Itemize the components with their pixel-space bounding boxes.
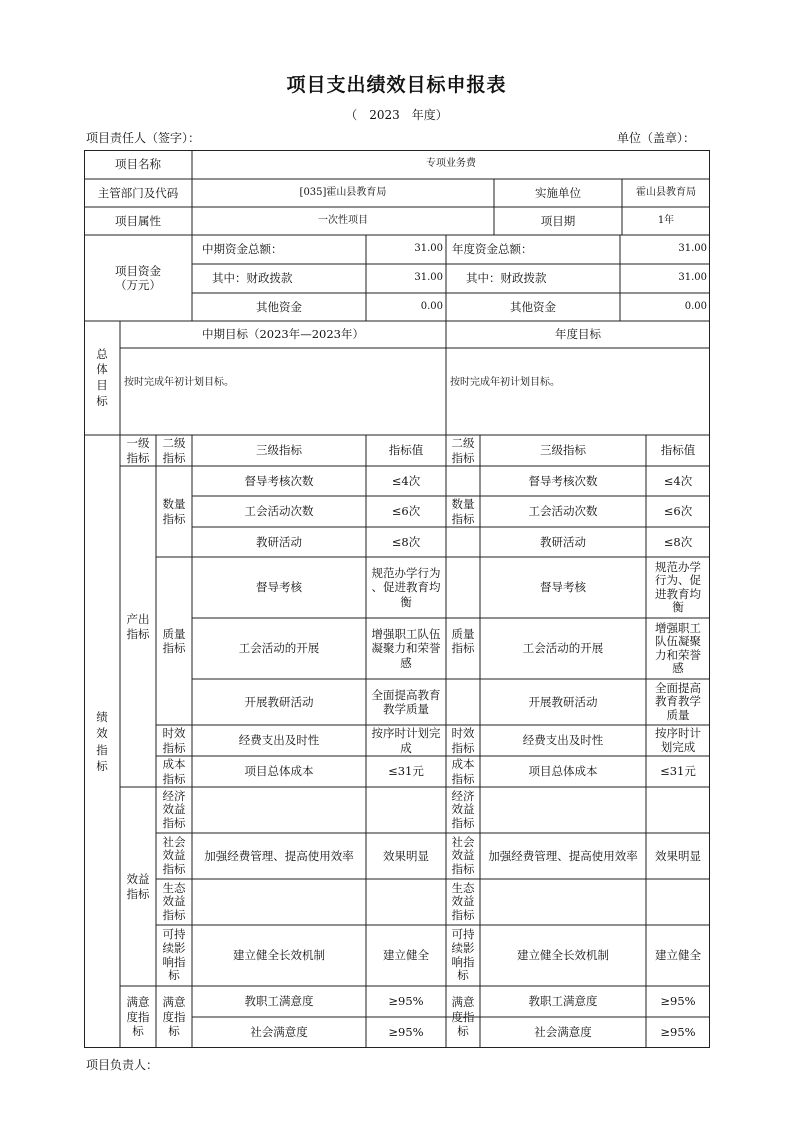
level3-header-right: 三级指标: [540, 443, 586, 458]
output-indicators-label: 产出 指标: [126, 612, 150, 641]
indicator-right: 开展教研活动: [528, 694, 598, 709]
level2-header-left: 二级 指标: [162, 436, 186, 465]
indicator-value-left: 增强职工队伍 凝聚力和荣誉 感: [371, 626, 441, 670]
project-name-label: 项目名称: [115, 157, 161, 172]
mid-goal-header: 中期目标（2023年—2023年）: [201, 327, 365, 342]
year-goal-text: 按时完成年初计划目标。: [450, 376, 560, 388]
indicator-left: 教职工满意度: [244, 994, 314, 1009]
project-period-value: 1年: [657, 214, 675, 226]
mid-other-label: 其他资金: [256, 299, 302, 314]
mid-fiscal-label: 其中：财政拨款: [212, 271, 293, 286]
indicator-value-right: 按序时计 划完成: [655, 726, 701, 754]
year-other-value: 0.00: [684, 300, 707, 312]
satisfaction-group-right: 满意 度指 标: [451, 995, 475, 1039]
indicator-right: 教职工满意度: [528, 994, 598, 1009]
responsible-signature-label: 项目责任人（签字）：: [86, 131, 201, 145]
sustainable-group-right: 可持 续影 响指 标: [451, 926, 475, 983]
indicator-value-right: ≤31元: [660, 764, 696, 779]
dept-value: [035]霍山县教育局: [299, 186, 387, 198]
year-total-value: 31.00: [678, 243, 707, 255]
performance-table: [84, 150, 710, 1048]
indicator-left: 经费支出及时性: [238, 733, 320, 748]
cost-group-left: 成本 指标: [162, 757, 186, 786]
indicator-value-right: 规范办学 行为、促 进教育均 衡: [655, 560, 701, 614]
indicator-left: 教研活动: [256, 534, 302, 549]
indicator-left: 开展教研活动: [244, 694, 314, 709]
indicator-right: 工会活动的开展: [522, 641, 604, 656]
indicator-value-left: ≤31元: [388, 764, 424, 779]
cost-group-right: 成本 指标: [451, 757, 475, 786]
quantity-group-left: 数量 指标: [162, 497, 186, 526]
indicator-left: 督导考核次数: [244, 473, 314, 488]
year-fiscal-label: 其中：财政拨款: [466, 271, 547, 286]
indicator-left: 项目总体成本: [244, 764, 314, 779]
indicator-value-right: 增强职工 队伍凝聚 力和荣誉 感: [655, 621, 701, 675]
indicator-value-right: ≥95%: [660, 1025, 696, 1040]
indicator-left: 工会活动的开展: [238, 641, 320, 656]
indicator-value-right: ≤6次: [663, 504, 693, 519]
economic-group-left: 经济 效益 指标: [162, 789, 186, 830]
project-attr-label: 项目属性: [115, 213, 161, 228]
indicator-right: 项目总体成本: [528, 764, 598, 779]
value-header-right: 指标值: [660, 443, 696, 458]
indicator-value-left: ≥95%: [388, 994, 424, 1009]
funds-label: 项目资金 （万元）: [115, 263, 161, 292]
overall-goals-label: 总 体 目 标: [96, 346, 108, 408]
ecological-group-left: 生态 效益 指标: [162, 881, 186, 922]
social-group-left: 社会 效益 指标: [162, 835, 186, 876]
year-other-label: 其他资金: [510, 299, 556, 314]
impl-unit-value: 霍山县教育局: [636, 186, 696, 198]
indicator-value-right: ≥95%: [660, 994, 696, 1009]
indicator-right: 教研活动: [540, 534, 586, 549]
indicator-right: 社会满意度: [534, 1025, 592, 1040]
impl-unit-label: 实施单位: [535, 185, 581, 200]
indicator-value-left: ≤4次: [391, 473, 421, 488]
satisfaction-indicators-label: 满意 度指 标: [126, 995, 150, 1039]
project-leader-label: 项目负责人：: [86, 1058, 159, 1072]
year-goal-header: 年度目标: [555, 327, 601, 342]
project-period-label: 项目期: [540, 213, 576, 228]
indicator-value-right: ≤8次: [663, 534, 693, 549]
indicator-value-right: 全面提高 教育教学 质量: [655, 681, 701, 722]
project-name-value: 专项业务费: [426, 158, 476, 170]
indicator-value-right: 建立健全: [655, 948, 701, 963]
mid-other-value: 0.00: [420, 300, 443, 312]
quality-group-left: 质量 指标: [162, 626, 186, 655]
indicator-left: 督导考核: [256, 580, 302, 595]
indicator-value-left: ≤6次: [391, 504, 421, 519]
year-total-label: 年度资金总额：: [452, 242, 533, 257]
mid-total-value: 31.00: [414, 243, 443, 255]
social-group-right: 社会 效益 指标: [451, 835, 475, 876]
indicator-left: 加强经费管理、提高使用效率: [204, 848, 354, 863]
ecological-group-right: 生态 效益 指标: [451, 881, 475, 922]
level2-header-right: 二级 指标: [451, 436, 475, 465]
quality-group-right: 质量 指标: [451, 626, 475, 655]
value-header-left: 指标值: [388, 443, 424, 458]
page-title: 项目支出绩效目标申报表: [286, 74, 507, 96]
indicator-value-left: 效果明显: [383, 848, 429, 863]
indicator-right: 督导考核次数: [528, 473, 598, 488]
indicator-value-right: 效果明显: [655, 848, 701, 863]
year-fiscal-value: 31.00: [678, 272, 707, 284]
satisfaction-group-left: 满意 度指 标: [162, 995, 186, 1039]
year-line: （ 2023 年度）: [345, 108, 448, 122]
indicator-value-left: 按序时计划完 成: [371, 726, 441, 755]
dept-label: 主管部门及代码: [97, 185, 179, 200]
indicator-value-left: 规范办学行为 、促进教育均 衡: [371, 565, 441, 609]
indicator-left: 社会满意度: [250, 1025, 308, 1040]
project-attr-value: 一次性项目: [318, 214, 368, 226]
indicator-value-left: 建立健全: [383, 948, 429, 963]
indicator-value-left: ≤8次: [391, 534, 421, 549]
timeliness-group-right: 时效 指标: [451, 726, 475, 755]
sustainable-group-left: 可持 续影 响指 标: [162, 926, 186, 983]
performance-indicators-label: 绩 效 指 标: [96, 710, 108, 773]
indicator-right: 加强经费管理、提高使用效率: [488, 848, 638, 863]
unit-seal-label: 单位（盖章）：: [617, 131, 696, 145]
mid-goal-text: 按时完成年初计划目标。: [124, 376, 234, 388]
indicator-right: 督导考核: [540, 580, 586, 595]
quantity-group-right: 数量 指标: [451, 497, 475, 526]
level3-header-left: 三级指标: [256, 443, 302, 458]
indicator-value-right: ≤4次: [663, 473, 693, 488]
indicator-left: 工会活动次数: [244, 504, 314, 519]
indicator-right: 建立健全长效机制: [517, 948, 609, 963]
economic-group-right: 经济 效益 指标: [451, 789, 475, 830]
mid-total-label: 中期资金总额：: [202, 242, 283, 257]
indicator-right: 经费支出及时性: [522, 733, 604, 748]
indicator-left: 建立健全长效机制: [233, 948, 325, 963]
mid-fiscal-value: 31.00: [414, 272, 443, 284]
timeliness-group-left: 时效 指标: [162, 726, 186, 755]
indicator-value-left: ≥95%: [388, 1025, 424, 1040]
indicator-right: 工会活动次数: [528, 504, 598, 519]
indicator-value-left: 全面提高教育 教学质量: [371, 687, 441, 716]
level1-header: 一级 指标: [126, 436, 150, 465]
benefit-indicators-label: 效益 指标: [126, 872, 150, 901]
